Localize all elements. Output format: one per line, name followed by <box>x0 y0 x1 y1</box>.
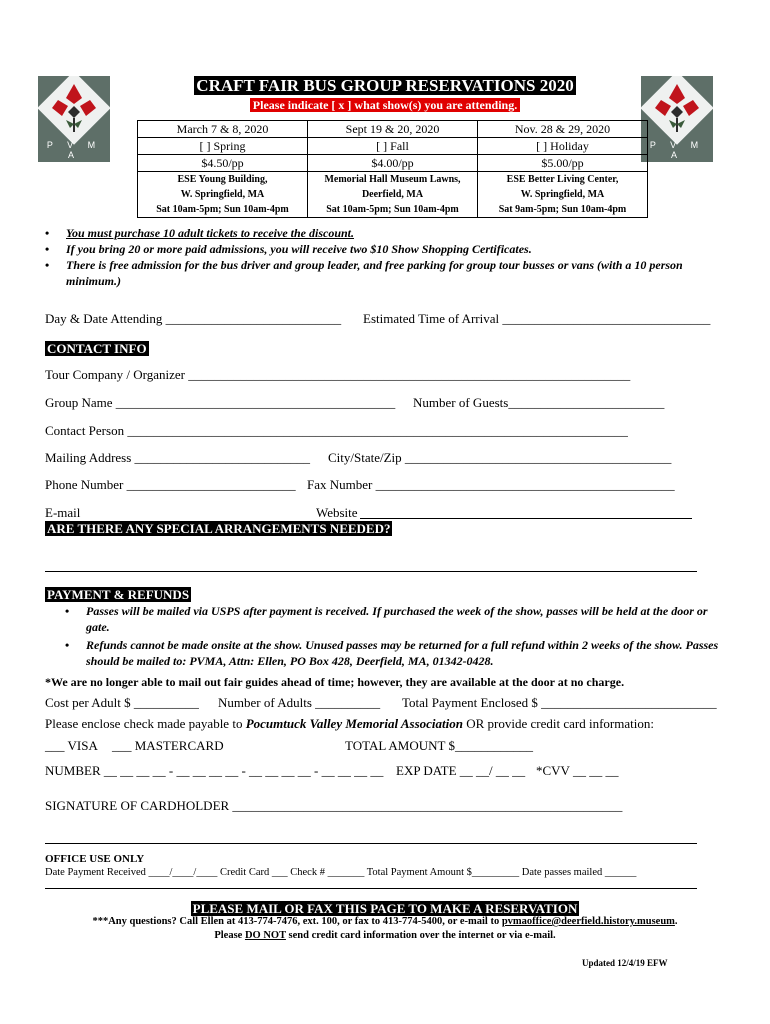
office-use-line: Date Payment Received ____/____/____ Credit Card ___ Check # _______ Total Payment Amount $_________ Date passes mailed ______ <box>45 867 637 878</box>
special-arrangements-heading <box>45 520 392 538</box>
check-instructions <box>45 716 654 732</box>
arrival-time-field[interactable]: Estimated Time of Arrival ________________________________ <box>363 311 711 326</box>
show-venue: ESE Better Living Center, <box>506 174 619 185</box>
website-field-label[interactable]: Website <box>316 505 358 520</box>
security-note <box>0 930 770 941</box>
cost-per-adult-field[interactable]: Cost per Adult $ __________ <box>45 695 199 710</box>
office-use-heading: OFFICE USE ONLY <box>45 853 145 865</box>
divider <box>45 843 697 844</box>
show-option-holiday[interactable]: [ ] Holiday <box>478 138 648 155</box>
special-arrangements-line[interactable] <box>45 571 697 572</box>
total-amount-field[interactable]: TOTAL AMOUNT $____________ <box>345 738 533 753</box>
tour-company-field[interactable]: Tour Company / Organizer ____________________________________________________________________ <box>45 367 631 382</box>
website-line <box>360 518 692 519</box>
subtitle-row <box>0 96 770 114</box>
num-guests-field[interactable]: Number of Guests________________________ <box>413 395 665 410</box>
show-venue: ESE Young Building, <box>177 174 268 185</box>
section-heading: PAYMENT & REFUNDS <box>47 587 190 602</box>
page-subtitle: Please indicate [ x ] what show(s) you are attending. <box>250 98 520 112</box>
show-dates: March 7 & 8, 2020 <box>138 121 308 138</box>
contact-person-field[interactable]: Contact Person _____________________________________________________________________________ <box>45 423 628 438</box>
check-text: Please enclose check made payable to <box>45 716 246 731</box>
questions-text: . <box>674 916 678 927</box>
visa-checkbox[interactable]: ___ VISA <box>45 738 98 753</box>
section-heading: ARE THERE ANY SPECIAL ARRANGEMENTS NEEDED? <box>47 521 391 536</box>
payment-note: • Refunds cannot be made onsite at the show. Unused passes may be returned for a full refund within 2 weeks of the show. Passes should be mailed to: PVMA, Attn: Ellen, PO Box 428, Deerfield, MA, 01342-0428. <box>60 637 720 669</box>
mail-banner: PLEASE MAIL OR FAX THIS PAGE TO MAKE A RESERVATION <box>192 901 578 916</box>
logo-text: P V M A <box>46 140 102 160</box>
show-price: $4.50/pp <box>138 155 308 172</box>
payment-note: • Passes will be mailed via USPS after payment is received. If purchased the week of the show, passes will be held at the door or gate. <box>60 603 720 635</box>
cvv-field[interactable]: *CVV __ __ __ <box>536 763 619 778</box>
day-date-field[interactable]: Day & Date Attending ___________________________ <box>45 311 342 326</box>
payment-notes <box>60 603 720 669</box>
questions-line <box>0 916 770 927</box>
total-enclosed-field[interactable]: Total Payment Enclosed $ ___________________________ <box>402 695 717 710</box>
show-location <box>478 172 648 218</box>
show-city: Deerfield, MA <box>361 189 424 200</box>
signature-field[interactable]: SIGNATURE OF CARDHOLDER ____________________________________________________________ <box>45 798 623 813</box>
card-number-field[interactable]: NUMBER __ __ __ __ - __ __ __ __ - __ __ __ __ - __ __ __ __ <box>45 763 384 778</box>
show-price: $4.00/pp <box>308 155 478 172</box>
exp-date-field[interactable]: EXP DATE __ __/ __ __ <box>396 763 526 778</box>
show-option-fall[interactable]: [ ] Fall <box>308 138 478 155</box>
fax-field[interactable]: Fax Number ______________________________________________ <box>307 477 675 492</box>
questions-text: ***Any questions? Call Ellen at 413-774-7476, ext. 100, or fax to 413-774-5400, or e-mail to <box>92 916 502 927</box>
show-hours: Sat 9am-5pm; Sun 10am-4pm <box>498 204 627 215</box>
page-title-row <box>0 76 770 96</box>
num-adults-field[interactable]: Number of Adults __________ <box>218 695 381 710</box>
mailing-address-field[interactable]: Mailing Address ___________________________ <box>45 450 311 465</box>
show-hours: Sat 10am-5pm; Sun 10am-4pm <box>326 204 459 215</box>
divider <box>45 888 697 889</box>
group-name-field[interactable]: Group Name ___________________________________________ <box>45 395 396 410</box>
show-price: $5.00/pp <box>478 155 648 172</box>
security-text: Please <box>214 930 245 941</box>
section-heading: CONTACT INFO <box>47 341 147 356</box>
note-item: • There is free admission for the bus driver and group leader, and free parking for group tour busses or vans (with a 10 person minimum.) <box>40 257 730 289</box>
show-hours: Sat 10am-5pm; Sun 10am-4pm <box>156 204 289 215</box>
city-state-zip-field[interactable]: City/State/Zip _________________________________________ <box>328 450 672 465</box>
note-text: You must purchase 10 adult tickets to receive the discount. <box>66 226 355 240</box>
show-location <box>308 172 478 218</box>
contact-info-heading <box>45 340 149 358</box>
check-text: OR provide credit card information: <box>462 716 654 731</box>
updated-stamp: Updated 12/4/19 EFW <box>582 958 668 968</box>
show-city: W. Springfield, MA <box>180 189 265 200</box>
show-venue: Memorial Hall Museum Lawns, <box>324 174 461 185</box>
show-city: W. Springfield, MA <box>520 189 605 200</box>
logo-text: P V M A <box>649 140 705 160</box>
fair-guide-note: *We are no longer able to mail out fair guides ahead of time; however, they are available at the door at no charge. <box>45 675 625 689</box>
payee-name: Pocumtuck Valley Memorial Association <box>245 716 463 731</box>
mastercard-checkbox[interactable]: ___ MASTERCARD <box>112 738 224 753</box>
page-title: CRAFT FAIR BUS GROUP RESERVATIONS 2020 <box>196 76 574 95</box>
contact-email-link[interactable]: pvmaoffice@deerfield.history.museum <box>501 916 675 927</box>
payment-heading <box>45 586 191 604</box>
email-field-label[interactable]: E-mail <box>45 505 81 520</box>
show-dates: Nov. 28 & 29, 2020 <box>478 121 648 138</box>
security-text: send credit card information over the internet or via e-mail. <box>285 930 556 941</box>
security-emphasis: DO NOT <box>244 930 286 941</box>
show-dates: Sept 19 & 20, 2020 <box>308 121 478 138</box>
show-location <box>138 172 308 218</box>
discount-notes <box>40 225 730 289</box>
show-option-spring[interactable]: [ ] Spring <box>138 138 308 155</box>
phone-field[interactable]: Phone Number __________________________ <box>45 477 296 492</box>
note-item: • If you bring 20 or more paid admissions, you will receive two $10 Show Shopping Certificates. <box>40 241 730 257</box>
note-item <box>40 225 730 241</box>
shows-table <box>137 120 648 218</box>
